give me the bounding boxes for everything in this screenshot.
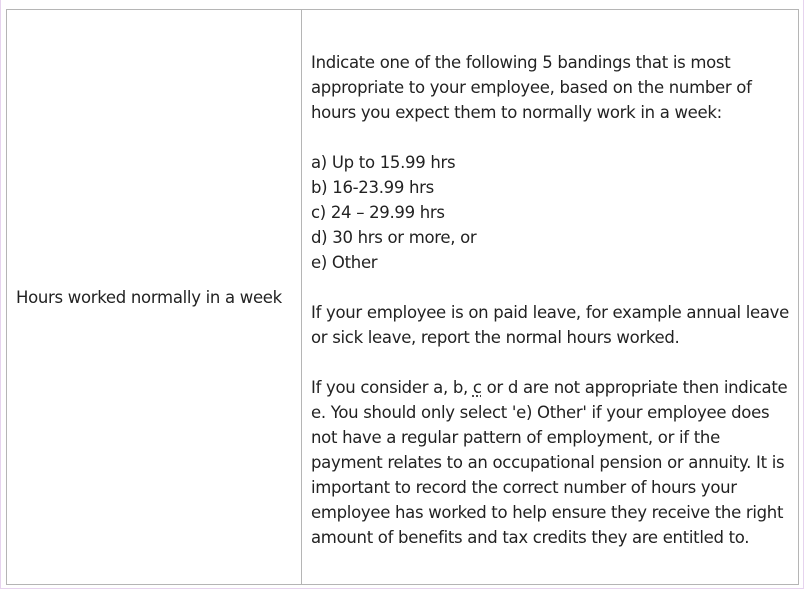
list-item: e) Other: [311, 252, 378, 272]
paragraph-gap: [311, 350, 790, 375]
guidance-rest: or d are not appropriate then indicate e. You should only select 'e) Other' if your employee does not have a regular pattern of employment, or if the payment relates to an occupational pension or annuity. It is important to record the correct number of hours your employee has worked to help ensure they receive the right amount of benefits and tax credits they are entitled to.: [311, 377, 788, 547]
paragraph-gap: [311, 125, 790, 150]
list-item: d) 30 hrs or more, or: [311, 227, 477, 247]
field-description: [302, 10, 799, 585]
guidance-table: [6, 9, 799, 585]
list-item: b) 16-23.99 hrs: [311, 177, 434, 197]
list-item: c) 24 – 29.99 hrs: [311, 202, 445, 222]
guidance-text: [311, 375, 790, 550]
abbreviation-c: c: [472, 377, 482, 397]
field-label: Hours worked normally in a week: [7, 10, 302, 585]
paid-leave-note: If your employee is on paid leave, for example annual leave or sick leave, report the normal hours worked.: [311, 302, 790, 347]
intro-text: Indicate one of the following 5 bandings that is most appropriate to your employee, based on the number of hours you expect them to normally work in a week:: [311, 52, 752, 122]
table-row: [7, 10, 799, 585]
list-item: a) Up to 15.99 hrs: [311, 152, 456, 172]
guidance-start: If you consider a, b,: [311, 377, 473, 397]
paragraph-gap: [311, 275, 790, 300]
banding-list: [311, 150, 790, 275]
